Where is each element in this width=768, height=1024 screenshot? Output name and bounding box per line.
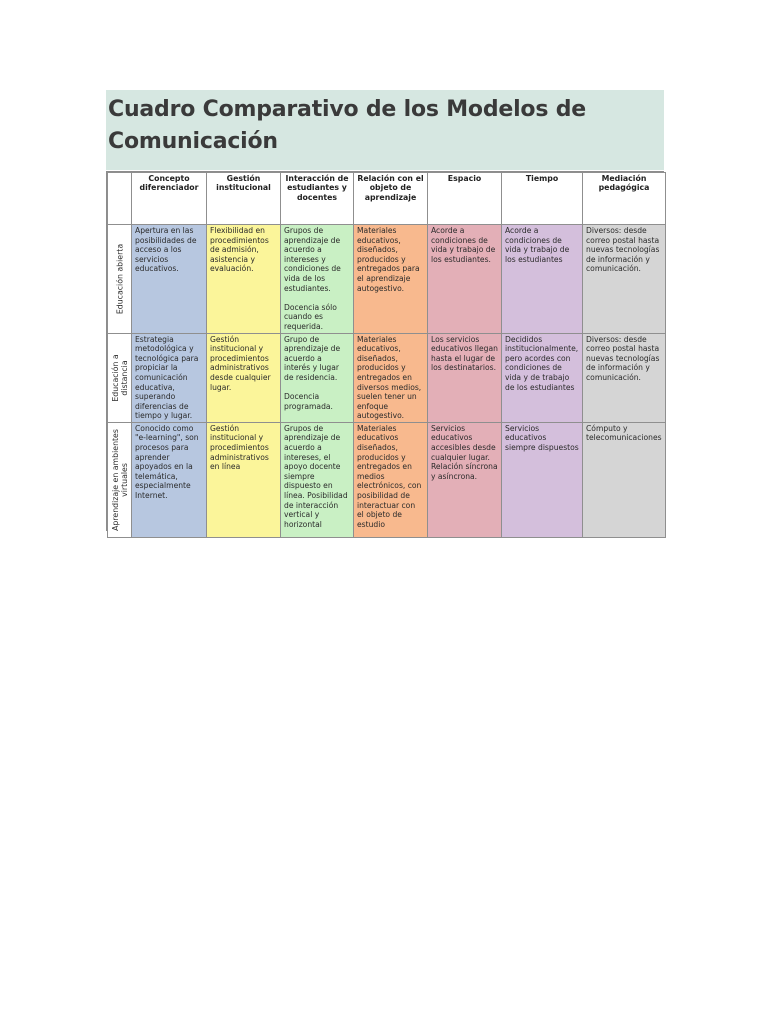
table-cell: Materiales educativos, diseñados, producidos y entregados para el aprendizaje autogestivo. (354, 225, 428, 334)
row-label-cell (108, 333, 132, 422)
comparison-table-image (106, 171, 664, 531)
table-cell: Gestión institucional y procedimientos administrativos desde cualquier lugar. (207, 333, 281, 422)
header-espacio: Espacio (428, 173, 502, 225)
table-cell: Grupos de aprendizaje de acuerdo a intereses y condiciones de vida de los estudiantes. Docencia sólo cuando es requerida. (281, 225, 354, 334)
corner-cell (108, 173, 132, 225)
table-cell: Los servicios educativos llegan hasta el lugar de los destinatarios. (428, 333, 502, 422)
document-title: Cuadro Comparativo de los Modelos de Comunicación (108, 97, 586, 154)
row-label-cell (108, 422, 132, 537)
table-cell: Servicios educativos siempre dispuestos (502, 422, 583, 537)
table-cell: Acorde a condiciones de vida y trabajo de los estudiantes. (428, 225, 502, 334)
row-label: Educación abierta (115, 243, 124, 314)
table-cell: Acorde a condiciones de vida y trabajo de los estudiantes (502, 225, 583, 334)
table-cell: Grupo de aprendizaje de acuerdo a interés y lugar de residencia. Docencia programada. (281, 333, 354, 422)
header-mediacion: Mediación pedagógica (583, 173, 666, 225)
table-cell: Flexibilidad en procedimientos de admisión, asistencia y evaluación. (207, 225, 281, 334)
table-cell: Estrategia metodológica y tecnológica para propiciar la comunicación educativa, superando diferencias de tiempo y lugar. (132, 333, 207, 422)
table-cell: Gestión institucional y procedimientos administrativos en línea (207, 422, 281, 537)
table-cell: Diversos: desde correo postal hasta nuevas tecnologías de información y comunicación. (583, 333, 666, 422)
table-cell: Conocido como "e-learning", son procesos para aprender apoyados en la telemática, especialmente Internet. (132, 422, 207, 537)
table-cell: Diversos: desde correo postal hasta nuevas tecnologías de información y comunicación. (583, 225, 666, 334)
header-relacion: Relación con el objeto de aprendizaje (354, 173, 428, 225)
table-cell: Materiales educativos diseñados, producidos y entregados en medios electrónicos, con posibilidad de interactuar con el objeto de estudio (354, 422, 428, 537)
table-cell: Servicios educativos accesibles desde cualquier lugar. Relación síncrona y asíncrona. (428, 422, 502, 537)
header-tiempo: Tiempo (502, 173, 583, 225)
table-row (108, 225, 666, 334)
row-label-cell (108, 225, 132, 334)
comparison-table (107, 172, 666, 538)
table-cell: Apertura en las posibilidades de acceso a los servicios educativos. (132, 225, 207, 334)
row-label: Aprendizaje en ambientes virtuales (110, 428, 129, 531)
table-row (108, 422, 666, 537)
table-cell: Materiales educativos, diseñados, producidos y entregados en diversos medios, suelen tener un enfoque autogestivo. (354, 333, 428, 422)
table-cell: Decididos institucionalmente, pero acordes con condiciones de vida y de trabajo de los estudiantes (502, 333, 583, 422)
table-cell: Grupos de aprendizaje de acuerdo a intereses, el apoyo docente siempre dispuesto en línea. Posibilidad de interacción vertical y horizontal (281, 422, 354, 537)
header-gestion: Gestión institucional (207, 173, 281, 225)
header-concepto: Concepto diferenciador (132, 173, 207, 225)
title-banner (106, 90, 664, 170)
row-label: Educación a distancia (110, 354, 129, 402)
header-row (108, 173, 666, 225)
table-row (108, 333, 666, 422)
header-interaccion: Interacción de estudiantes y docentes (281, 173, 354, 225)
table-cell: Cómputo y telecomunicaciones (583, 422, 666, 537)
